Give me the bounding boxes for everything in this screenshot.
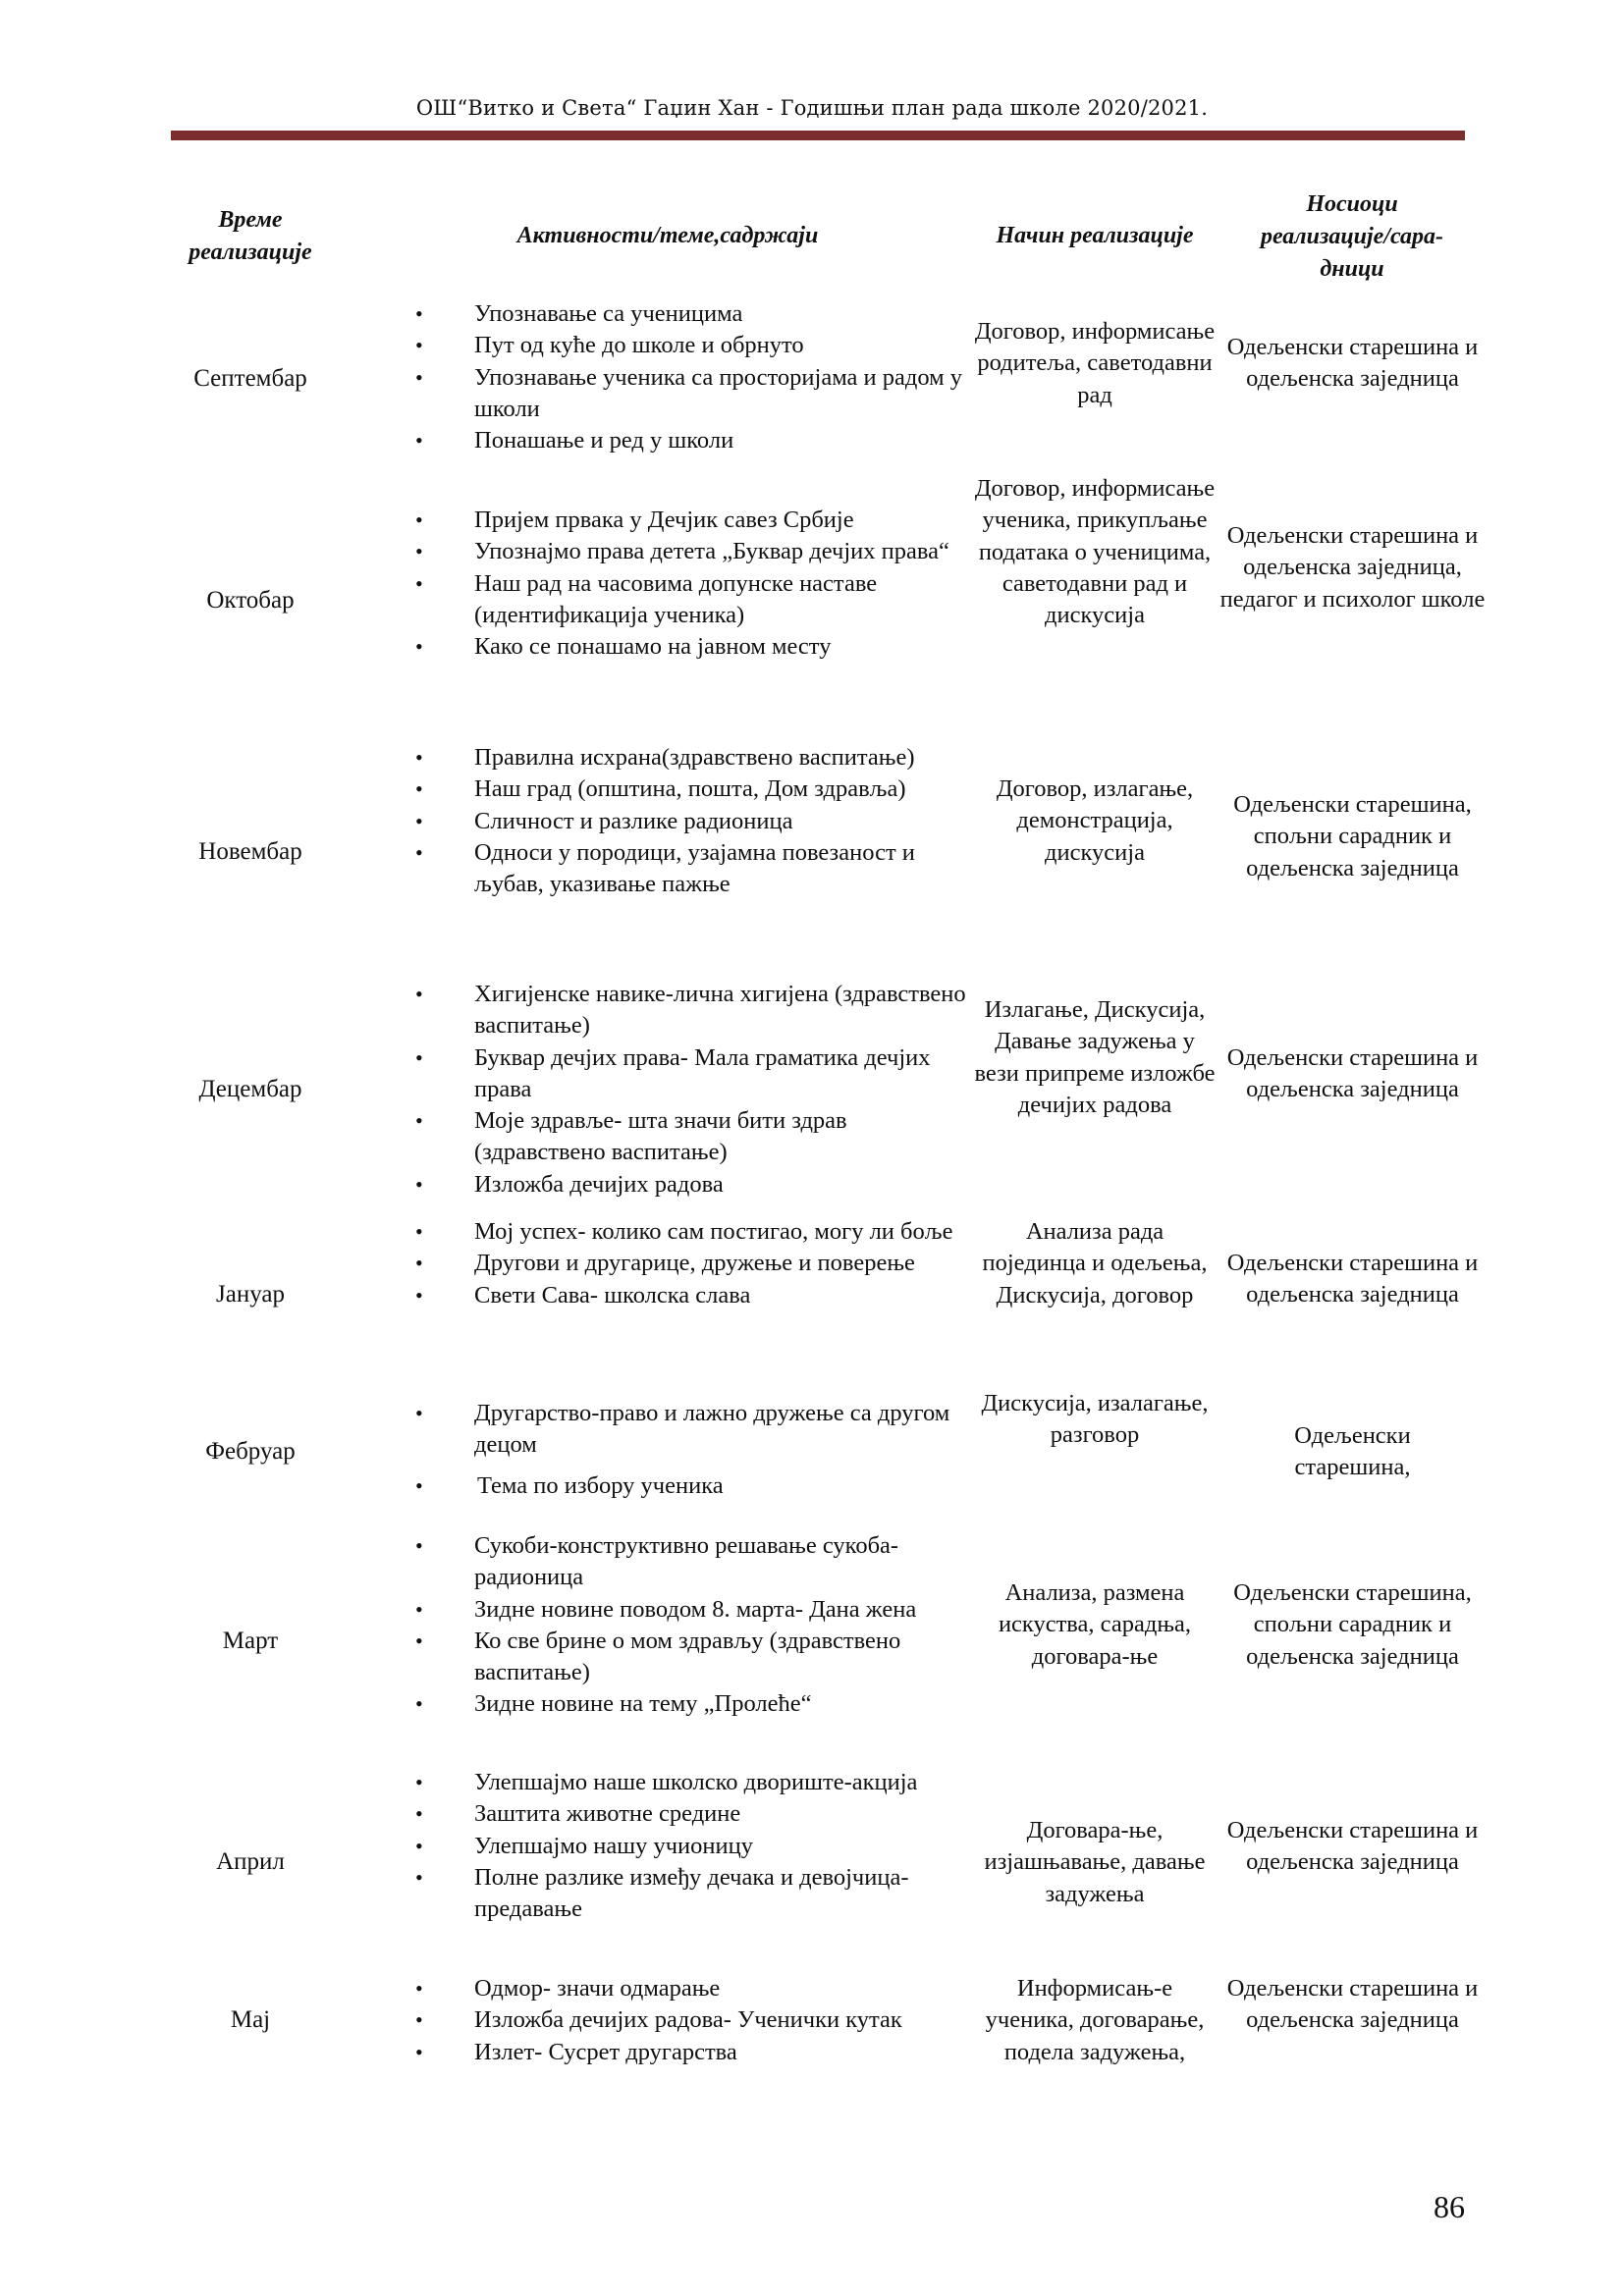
realization-method: Дискусија, изалагање, разговор [981, 1390, 1209, 1449]
list-item: • Наш рад на часовима допунске наставе (идентификација ученика) [415, 569, 878, 628]
list-item: • Сличност и разлике радионица [415, 807, 793, 834]
list-item: • Зидне новине на тему „Пролеће“ [415, 1690, 812, 1718]
row-month: Јануар [216, 1281, 285, 1308]
realization-method: Договара-ње, изјашњавање, давање задужења [984, 1817, 1206, 1907]
realization-method: Договор, информисање ученика, прикупљање података о ученицима, саветодавни рад и дискусија [974, 475, 1216, 629]
row-month: Април [216, 1848, 285, 1875]
activity-list [415, 979, 969, 1201]
column-header-method: Начин реализације [996, 223, 1194, 248]
list-item: • Пут од куће до школе и обрнуто [415, 332, 804, 359]
list-item: • Одмор- значи одмарање [415, 1975, 721, 2002]
list-item: • Тема по избору ученика [415, 1471, 724, 1499]
realization-carriers: Одељенски старешина, спољни сарадник и одељенска заједница [1233, 791, 1472, 881]
realization-method: Информисањ-е ученика, договарање, подела задужења, [985, 1975, 1205, 2065]
row-month: Децембар [198, 1076, 302, 1102]
list-item: • Полне разлике између дечака и девојчица-предавање [415, 1863, 909, 1923]
list-item: • Упознавање са ученицима [415, 300, 743, 327]
realization-method: Анализа, размена искуства, сарадња, договара-ње [998, 1579, 1192, 1670]
list-item: • Зидне новине поводом 8. марта- Дана жена [415, 1595, 917, 1623]
realization-carriers: Одељенски старешина и одељенска заједница [1226, 1044, 1479, 1103]
list-item: • Другарство-право и лажно дружење са другом децом [415, 1400, 950, 1459]
row-month: Септембар [193, 365, 307, 392]
column-header-activities: Активности/теме,садржаји [516, 223, 819, 248]
realization-carriers: Одељенски старешина, спољни сарадник и одељенска заједница [1233, 1579, 1472, 1670]
header-divider [171, 131, 1465, 140]
realization-carriers: Одељенски старешина, [1294, 1422, 1411, 1481]
list-item: • Заштита животне средине [415, 1800, 741, 1828]
list-item: • Правилна исхрана(здравствено васпитање) [415, 744, 915, 771]
list-item: • Буквар дечјих права- Мала граматика дечјих права [415, 1043, 931, 1102]
activity-list [415, 505, 969, 663]
page-number: 86 [1434, 2189, 1465, 2224]
row-month: Октобар [206, 587, 295, 614]
list-item: • Понашање и ред у школи [415, 427, 734, 454]
list-item: • Хигијенске навике-лична хигијена (здравствено васпитање) [415, 981, 966, 1040]
realization-method: Договор, информисање родитеља, саветодавни рад [974, 318, 1216, 408]
column-header-carriers: Носиоци реализације/сара-дници [1260, 191, 1444, 282]
activity-list [415, 1530, 969, 1721]
list-item: • Упознајмо права детета „Буквар дечјих права“ [415, 538, 949, 565]
activity-list [415, 1973, 969, 2068]
list-item: • Улепшајмо нашу учионицу [415, 1832, 753, 1859]
list-item: • Пријем првака у Дечјик савез Србије [415, 507, 854, 533]
activity-list [415, 1216, 969, 1311]
realization-method: Анализа рада појединца и одељења, Дискусија, договор [982, 1218, 1208, 1308]
row-month: Новембар [198, 838, 302, 865]
list-item: • Мој успех- колико сам постигао, могу ли боље [415, 1218, 953, 1245]
activity-list [415, 742, 969, 900]
list-item: • Изложба дечијих радова [415, 1170, 724, 1198]
realization-carriers: Одељенски старешина и одељенска заједница [1226, 1817, 1479, 1876]
list-item: • Ко све брине о мом здрављу (здравствено васпитање) [415, 1627, 901, 1686]
activity-list [415, 298, 969, 456]
row-month: Фебруар [205, 1438, 296, 1465]
list-item: • Упознавање ученика са просторијама и радом у школи [415, 363, 963, 422]
list-item: • Изложба дечијих радова- Ученички кутак [415, 2006, 902, 2034]
list-item: • Излет- Сусрет другарства [415, 2038, 737, 2065]
realization-method: Договор, излагање, демонстрација, дискусија [996, 775, 1194, 866]
column-header-time: Време реализације [189, 207, 312, 265]
realization-carriers: Одељенски старешина и одељенска заједница [1226, 1975, 1479, 2034]
list-item: • Наш град (општина, пошта, Дом здравља) [415, 775, 906, 803]
row-month: Март [222, 1628, 279, 1654]
list-item: • Односи у породици, узајамна повезаност и љубав, указивање пажње [415, 838, 915, 898]
list-item: • Моје здравље- шта значи бити здрав (здравствено васпитање) [415, 1107, 847, 1166]
realization-carriers: Одељенски старешина и одељенска заједница [1226, 334, 1479, 393]
document-header-title: ОШ“Витко и Света“ Гаџин Хан - Годишњи план рада школе 2020/2021. [415, 96, 1209, 120]
list-item: • Свети Сава- школска слава [415, 1281, 751, 1308]
list-item: • Другови и другарице, дружење и поверење [415, 1250, 915, 1277]
list-item: • Како се понашамо на јавном месту [415, 633, 832, 661]
realization-carriers: Одељенски старешина и одељенска заједница [1226, 1250, 1479, 1308]
realization-method: Излагање, Дискусија, Давање задужења у вези припреме изложбе дечијих радова [974, 996, 1216, 1118]
activity-list [415, 1767, 969, 1925]
activity-list [415, 1398, 969, 1502]
row-month: Мај [230, 2006, 271, 2033]
list-item: • Сукоби-конструктивно решавање сукоба-радионица [415, 1532, 899, 1591]
realization-carriers: Одељенски старешина и одељенска заједница, педагог и психолог школе [1219, 522, 1486, 613]
list-item: • Улепшајмо наше школско двориште-акција [415, 1769, 918, 1795]
